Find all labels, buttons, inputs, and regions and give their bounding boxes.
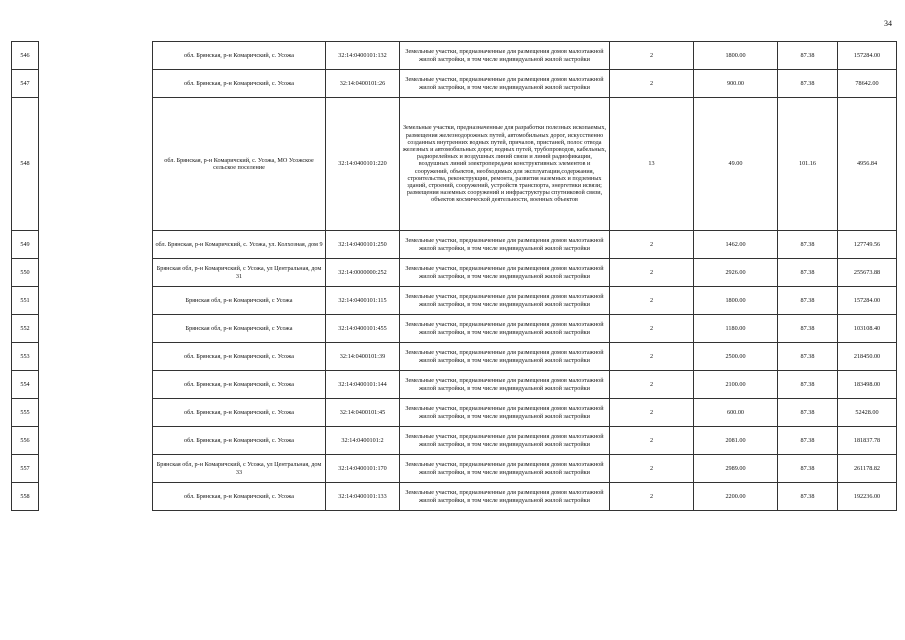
specific-value-cell: 87.38 — [778, 231, 838, 259]
cadastral-number-cell: 32:14:0400101:115 — [326, 287, 400, 315]
use-group-code-cell: 2 — [610, 455, 694, 483]
use-group-code-cell: 2 — [610, 371, 694, 399]
address-cell: Брянская обл, р-н Комаричский, с Усожа, ул Центральная, дом 33 — [153, 455, 326, 483]
cadastral-number-cell: 32:14:0400101:39 — [326, 343, 400, 371]
area-cell: 1800.00 — [694, 287, 778, 315]
cadastral-value-cell: 261178.82 — [838, 455, 897, 483]
blank-cell — [39, 70, 153, 98]
area-cell: 2200.00 — [694, 483, 778, 511]
row-number: 558 — [12, 483, 39, 511]
address-cell: обл. Брянская, р-н Комаричский, с. Усожа — [153, 483, 326, 511]
cadastral-number-cell: 32:14:0400101:455 — [326, 315, 400, 343]
blank-cell — [39, 315, 153, 343]
table-row — [12, 399, 897, 427]
use-group-code-cell: 2 — [610, 427, 694, 455]
land-use-cell: Земельные участки, предназначенные для размещения домов малоэтажной жилой застройки, в том числе индивидуальной жилой застройки — [400, 455, 610, 483]
address-cell: обл. Брянская, р-н Комаричский, с. Усожа, МО Усожское сельское поселение — [153, 98, 326, 231]
land-use-cell: Земельные участки, предназначенные для размещения домов малоэтажной жилой застройки, в том числе индивидуальной жилой застройки — [400, 42, 610, 70]
table-row — [12, 427, 897, 455]
row-number: 551 — [12, 287, 39, 315]
cadastral-value-cell: 127749.56 — [838, 231, 897, 259]
land-use-cell: Земельные участки, предназначенные для размещения домов малоэтажной жилой застройки, в том числе индивидуальной жилой застройки — [400, 371, 610, 399]
specific-value-cell: 87.38 — [778, 371, 838, 399]
row-number: 552 — [12, 315, 39, 343]
area-cell: 600.00 — [694, 399, 778, 427]
row-number: 549 — [12, 231, 39, 259]
row-number: 556 — [12, 427, 39, 455]
table-row — [12, 42, 897, 70]
use-group-code-cell: 2 — [610, 399, 694, 427]
address-cell: обл. Брянская, р-н Комаричский, с. Усожа — [153, 371, 326, 399]
blank-cell — [39, 98, 153, 231]
area-cell: 2500.00 — [694, 343, 778, 371]
land-use-cell: Земельные участки, предназначенные для размещения домов малоэтажной жилой застройки, в том числе индивидуальной жилой застройки — [400, 231, 610, 259]
land-use-cell: Земельные участки, предназначенные для размещения домов малоэтажной жилой застройки, в том числе индивидуальной жилой застройки — [400, 399, 610, 427]
use-group-code-cell: 2 — [610, 42, 694, 70]
specific-value-cell: 101.16 — [778, 98, 838, 231]
use-group-code-cell: 2 — [610, 315, 694, 343]
address-cell: Брянская обл, р-н Комаричский, с Усожа, ул Центральная, дом 31 — [153, 259, 326, 287]
page-number: 34 — [884, 19, 892, 28]
specific-value-cell: 87.38 — [778, 455, 838, 483]
row-number: 548 — [12, 98, 39, 231]
area-cell: 900.00 — [694, 70, 778, 98]
blank-cell — [39, 42, 153, 70]
specific-value-cell: 87.38 — [778, 315, 838, 343]
cadastral-value-cell: 78642.00 — [838, 70, 897, 98]
cadastral-value-cell: 218450.00 — [838, 343, 897, 371]
cadastral-number-cell: 32:14:0400101:220 — [326, 98, 400, 231]
table-body — [12, 42, 897, 511]
area-cell: 1180.00 — [694, 315, 778, 343]
land-use-cell: Земельные участки, предназначенные для размещения домов малоэтажной жилой застройки, в том числе индивидуальной жилой застройки — [400, 287, 610, 315]
address-cell: обл. Брянская, р-н Комаричский, с. Усожа — [153, 70, 326, 98]
table-row — [12, 231, 897, 259]
land-use-cell: Земельные участки, предназначенные для размещения домов малоэтажной жилой застройки, в том числе индивидуальной жилой застройки — [400, 483, 610, 511]
address-cell: Брянская обл, р-н Комаричский, с Усожа — [153, 315, 326, 343]
row-number: 546 — [12, 42, 39, 70]
land-use-cell: Земельные участки, предназначенные для размещения домов малоэтажной жилой застройки, в том числе индивидуальной жилой застройки — [400, 343, 610, 371]
row-number: 553 — [12, 343, 39, 371]
specific-value-cell: 87.38 — [778, 70, 838, 98]
cadastral-value-cell: 157284.00 — [838, 287, 897, 315]
use-group-code-cell: 2 — [610, 231, 694, 259]
land-use-cell: Земельные участки, предназначенные для размещения домов малоэтажной жилой застройки, в том числе индивидуальной жилой застройки — [400, 70, 610, 98]
area-cell: 2081.00 — [694, 427, 778, 455]
cadastral-value-cell: 103108.40 — [838, 315, 897, 343]
blank-cell — [39, 343, 153, 371]
blank-cell — [39, 483, 153, 511]
blank-cell — [39, 287, 153, 315]
area-cell: 2926.00 — [694, 259, 778, 287]
specific-value-cell: 87.38 — [778, 259, 838, 287]
land-use-cell: Земельные участки, предназначенные для разработки полезных ископаемых, размещения железнодорожных путей, автомобильных дорог, искусственно созданных внутренних водных путей, причалов, пристаней, полос отвода железных и автомобильных дорог, водных путей, трубопроводов, кабельных, радиорелейных и воздушных линий связи и линий радиофикации, воздушных линий электропередачи конструктивных элементов и сооружений, объектов, необходимых для эксплуатации,содержания, строительства, реконструкции, ремонта, развития наземных и подземных зданий, строений, сооружений, устройств транспорта, энергетики исвязи; размещения наземных сооружений и инфраструктуры спутниковой связи, объектов космической деятельности, военных объектов — [400, 98, 610, 231]
specific-value-cell: 87.38 — [778, 399, 838, 427]
table-row — [12, 287, 897, 315]
cadastral-number-cell: 32:14:0400101:132 — [326, 42, 400, 70]
blank-cell — [39, 455, 153, 483]
table-row — [12, 343, 897, 371]
blank-cell — [39, 371, 153, 399]
table-row — [12, 70, 897, 98]
cadastral-number-cell: 32:14:0400101:26 — [326, 70, 400, 98]
specific-value-cell: 87.38 — [778, 483, 838, 511]
use-group-code-cell: 2 — [610, 259, 694, 287]
specific-value-cell: 87.38 — [778, 287, 838, 315]
use-group-code-cell: 2 — [610, 287, 694, 315]
land-use-cell: Земельные участки, предназначенные для размещения домов малоэтажной жилой застройки, в том числе индивидуальной жилой застройки — [400, 427, 610, 455]
table-row — [12, 455, 897, 483]
area-cell: 2100.00 — [694, 371, 778, 399]
row-number: 550 — [12, 259, 39, 287]
use-group-code-cell: 2 — [610, 343, 694, 371]
specific-value-cell: 87.38 — [778, 427, 838, 455]
specific-value-cell: 87.38 — [778, 343, 838, 371]
cadastral-number-cell: 32:14:0400101:2 — [326, 427, 400, 455]
cadastral-value-cell: 157284.00 — [838, 42, 897, 70]
table-row — [12, 371, 897, 399]
address-cell: обл. Брянская, р-н Комаричский, с. Усожа — [153, 42, 326, 70]
table-row — [12, 259, 897, 287]
address-cell: обл. Брянская, р-н Комаричский, с. Усожа — [153, 399, 326, 427]
row-number: 554 — [12, 371, 39, 399]
row-number: 557 — [12, 455, 39, 483]
address-cell: обл. Брянская, р-н Комаричский, с. Усожа, ул. Колхозная, дом 9 — [153, 231, 326, 259]
cadastral-value-cell: 192236.00 — [838, 483, 897, 511]
row-number: 547 — [12, 70, 39, 98]
cadastral-number-cell: 32:14:0000000:252 — [326, 259, 400, 287]
table-row — [12, 483, 897, 511]
cadastral-value-table — [11, 41, 897, 511]
row-number: 555 — [12, 399, 39, 427]
cadastral-number-cell: 32:14:0400101:250 — [326, 231, 400, 259]
specific-value-cell: 87.38 — [778, 42, 838, 70]
blank-cell — [39, 231, 153, 259]
area-cell: 1462.00 — [694, 231, 778, 259]
area-cell: 49.00 — [694, 98, 778, 231]
blank-cell — [39, 427, 153, 455]
use-group-code-cell: 2 — [610, 70, 694, 98]
cadastral-number-cell: 32:14:0400101:170 — [326, 455, 400, 483]
cadastral-number-cell: 32:14:0400101:45 — [326, 399, 400, 427]
area-cell: 1800.00 — [694, 42, 778, 70]
use-group-code-cell: 13 — [610, 98, 694, 231]
area-cell: 2989.00 — [694, 455, 778, 483]
blank-cell — [39, 399, 153, 427]
cadastral-value-cell: 255673.88 — [838, 259, 897, 287]
blank-cell — [39, 259, 153, 287]
use-group-code-cell: 2 — [610, 483, 694, 511]
land-use-cell: Земельные участки, предназначенные для размещения домов малоэтажной жилой застройки, в том числе индивидуальной жилой застройки — [400, 315, 610, 343]
table-row — [12, 98, 897, 231]
cadastral-value-cell: 4956.84 — [838, 98, 897, 231]
address-cell: обл. Брянская, р-н Комаричский, с. Усожа — [153, 427, 326, 455]
land-use-cell: Земельные участки, предназначенные для размещения домов малоэтажной жилой застройки, в том числе индивидуальной жилой застройки — [400, 259, 610, 287]
table-row — [12, 315, 897, 343]
cadastral-value-cell: 183498.00 — [838, 371, 897, 399]
cadastral-value-cell: 52428.00 — [838, 399, 897, 427]
address-cell: Брянская обл, р-н Комаричский, с Усожа — [153, 287, 326, 315]
cadastral-number-cell: 32:14:0400101:133 — [326, 483, 400, 511]
cadastral-number-cell: 32:14:0400101:144 — [326, 371, 400, 399]
cadastral-value-cell: 181837.78 — [838, 427, 897, 455]
address-cell: обл. Брянская, р-н Комаричский, с. Усожа — [153, 343, 326, 371]
